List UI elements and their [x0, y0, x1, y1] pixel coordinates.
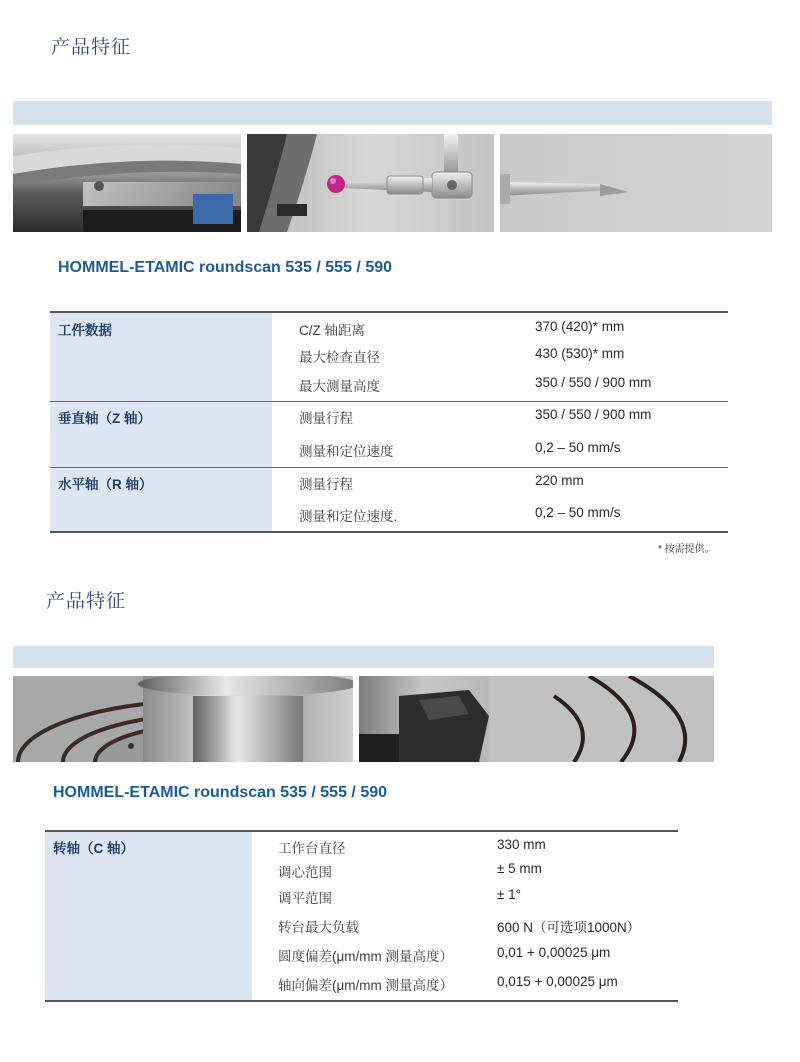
spec-value: 350 / 550 / 900 mm [535, 406, 652, 422]
spec-label: C/Z 轴距离 [299, 323, 365, 338]
spec-value: 0,2 – 50 mm/s [535, 440, 621, 455]
table-row [50, 467, 728, 499]
photo-probe-stylus [247, 134, 494, 232]
spec-label: 工作台直径 [278, 841, 346, 856]
table-row [50, 312, 728, 341]
spec-value: 350 / 550 / 900 mm [535, 375, 652, 390]
section1-color-band [13, 101, 772, 125]
section2-color-band [13, 646, 714, 668]
category-horizontal-r-axis: 水平轴（R 轴） [50, 467, 272, 532]
spec-label: 最大检查直径 [299, 350, 380, 365]
spec-label: 最大测量高度 [299, 379, 380, 394]
spec-label: 测量和定位速度 [299, 444, 394, 459]
spec-label: 测量行程 [299, 410, 353, 426]
section2-product-title: HOMMEL-ETAMIC roundscan 535 / 555 / 590 [53, 784, 388, 801]
spec-value: 220 mm [535, 472, 584, 488]
spec-label: 轴向偏差(μm/mm 测量高度） [278, 978, 454, 993]
spec-value: 330 mm [497, 837, 546, 852]
spec-label: 转台最大负载 [278, 920, 359, 935]
spec-value: ± 5 mm [497, 861, 542, 876]
spec-value: ± 1° [497, 887, 522, 902]
spec-label: 测量和定位速度. [299, 509, 398, 524]
photo-rotary-table-spindle [13, 676, 353, 762]
category-vertical-z-axis: 垂直轴（Z 轴） [50, 401, 272, 467]
table-row [50, 401, 728, 434]
section1-footnote: * 按需提供。 [658, 544, 715, 555]
spec-value: 370 (420)* mm [535, 319, 625, 334]
spec-value: 0,015 + 0,00025 μm [497, 974, 618, 989]
section2-spec-table [45, 830, 678, 1002]
spec-label: 调心范围 [278, 865, 332, 880]
spec-label: 圆度偏差(μm/mm 测量高度） [278, 949, 454, 964]
photo-rotary-table-grooves [359, 676, 714, 762]
table-row [45, 831, 678, 857]
category-rotary-c-axis: 转轴（C 轴） [45, 831, 252, 1001]
section1-product-title: HOMMEL-ETAMIC roundscan 535 / 555 / 590 [58, 259, 393, 276]
photo-stylus-tip [500, 134, 772, 232]
spec-label: 测量行程 [299, 476, 353, 492]
spec-value: 0,2 – 50 mm/s [535, 505, 621, 520]
spec-value: 0,01 + 0,00025 μm [497, 945, 611, 960]
spec-value: 600 N（可选项1000N） [497, 920, 641, 935]
photo-rotary-table-closeup [13, 134, 241, 232]
section1-spec-table [50, 311, 728, 533]
spec-value: 430 (530)* mm [535, 346, 625, 361]
category-workpiece-data: 工件数据 [50, 312, 272, 401]
section1-heading: 产品特征 [51, 36, 132, 58]
section2-heading: 产品特征 [46, 590, 127, 612]
spec-label: 调平范围 [278, 891, 332, 906]
